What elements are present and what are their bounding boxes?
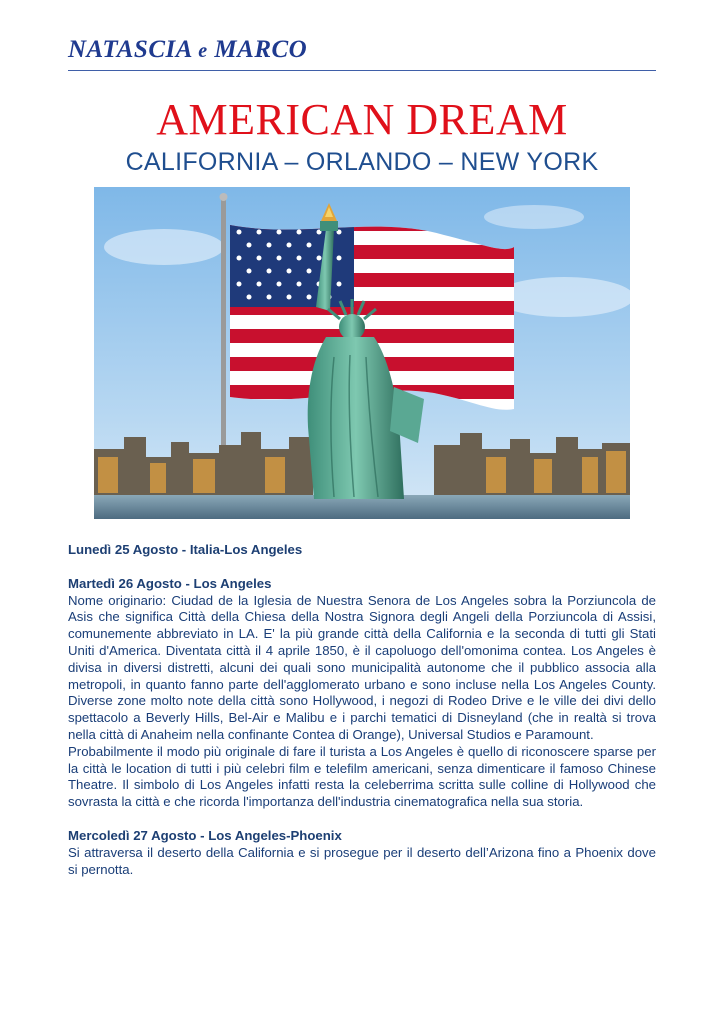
day-body-27-agosto: Si attraversa il deserto della California e si prosegue per il deserto dell’Arizona fino a Phoenix dove si pernotta. xyxy=(68,844,656,877)
brand-name-2: MARCO xyxy=(207,36,308,63)
itinerary xyxy=(68,542,656,878)
statue-of-liberty-flag-image xyxy=(94,187,630,519)
day-heading-25-agosto: Lunedì 25 Agosto - Italia-Los Angeles xyxy=(68,542,303,557)
page-title: AMERICAN DREAM xyxy=(156,95,568,144)
header-brand xyxy=(68,36,307,64)
brand-conjunction: e xyxy=(198,40,208,62)
day-body-26-agosto-p1: Nome originario: Ciudad de la Iglesia de Nuestra Senora de Los Angeles sobra la Porziuncola de Asis che significa Città della Chiesa della Nostra Signora degli Angeli della Porziuncola di Assisi, comunemente abbreviato in LA. E' la più grande città della California e la seconda di tutti gli Stati Uniti d'America. Diventata città il 4 aprile 1850, è il capoluogo dell'omonima contea. Los Angeles è divisa in diversi distretti, alcuni dei quali sono municipalità autonome che il pubblico associa alla metropoli, in quanto fanno parte dell'agglomerato urbano e sono incluse nella Los Angeles County. Diverse zone molto note della città sono Hollywood, i negozi di Rodeo Drive e le ville dei divi dello spettacolo a Beverly Hills, Bel-Air e Malibu e i parchi tematici di Disneyland (che in realtà si trova nella città di Anaheim nella confinante Contea di Orange), Universal Studios e Paramount. xyxy=(68,592,656,742)
day-heading-27-agosto: Mercoledì 27 Agosto - Los Angeles-Phoenix xyxy=(68,827,342,843)
header-divider xyxy=(68,70,656,71)
day-body-26-agosto-p2: Probabilmente il modo più originale di fare il turista a Los Angeles è quello di riconoscere sparse per la città le location di tutti i più celebri film e telefilm americani, senza dimenticare il famoso Chinese Theatre. Il simbolo di Los Angeles infatti resta la celeberrima scritta sulle colline di Hollywood che sovrasta la città e che ricorda l'importanza dell'industria cinematografica nella sua storia. xyxy=(68,743,656,810)
brand-name-1: NATASCIA xyxy=(68,36,199,63)
page-subtitle: CALIFORNIA – ORLANDO – NEW YORK xyxy=(125,148,599,176)
day-heading-26-agosto: Martedì 26 Agosto - Los Angeles xyxy=(68,575,272,591)
